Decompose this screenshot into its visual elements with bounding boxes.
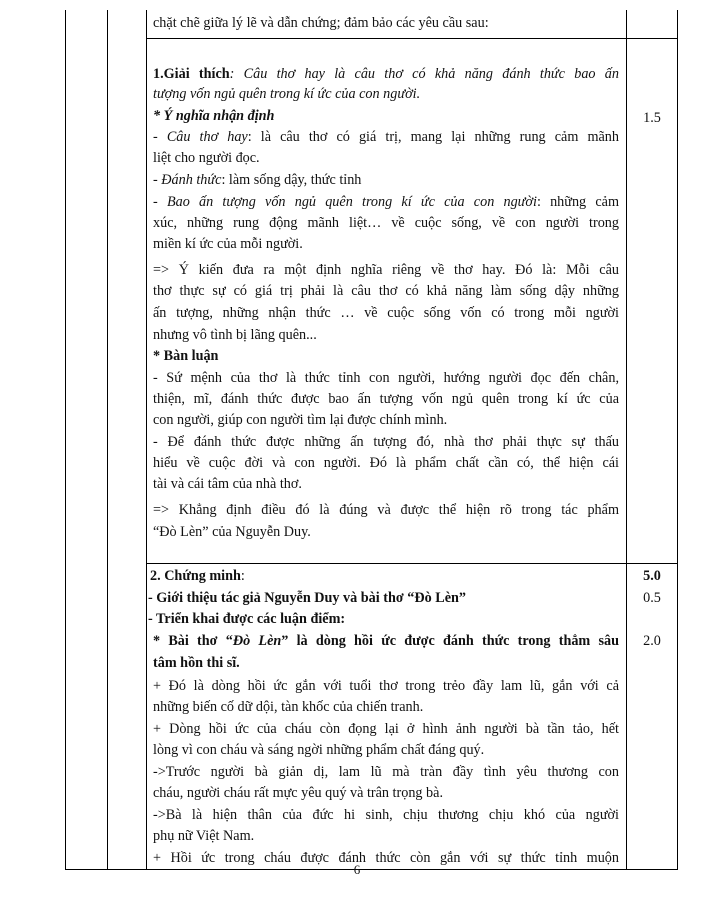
- bullet-an-tuong-cont1: xúc, những rung động mãnh liệt… về cuộc sống, về con người trong: [153, 215, 619, 231]
- affirm-line-1: => Khẳng định điều đó là đúng và được thể hiện rõ trong tác phẩm: [153, 502, 619, 518]
- point-childhood-line-1: + Đó là dòng hồi ức gắn với tuổi thơ trong trẻo đầy lam lũ, gắn với cả: [153, 678, 619, 694]
- prove-heading-bold: 2. Chứng minh: [150, 568, 241, 584]
- explain-heading-bold: 1.Giải thích: [153, 66, 230, 82]
- col-border-5: [677, 10, 678, 870]
- point-sacrifice-line-1: ->Bà là hiện thân của đức hi sinh, chịu thương chịu khó của người: [153, 807, 619, 823]
- poem-point-line-1: [153, 631, 619, 651]
- point-awakening-line-1: + Hồi ức trong cháu được đánh thức còn gắn với sự thức tỉnh muộn: [153, 850, 619, 866]
- point-childhood-line-2: những biến cố dữ dội, tàn khốc của chiến tranh.: [153, 699, 424, 715]
- affirm-line-2: “Đò Lèn” của Nguyễn Duy.: [153, 524, 311, 540]
- term-danh-thuc: Đánh thức: [161, 172, 222, 188]
- poem-point-line-2: tâm hồn thi sĩ.: [153, 655, 240, 671]
- poem-title: Đò Lèn: [232, 633, 282, 649]
- prove-heading-colon: :: [240, 568, 245, 584]
- explain-heading-text: : Câu thơ hay là câu thơ có khả năng đánh thức bao ấn: [229, 66, 619, 82]
- conclusion-line-2: thơ thực sự có giá trị phải là câu thơ có khả năng làm sống dậy những: [153, 283, 619, 299]
- point-grandma-line-1: + Dòng hồi ức của cháu còn đọng lại ở hình ảnh người bà tần tảo, hết: [153, 721, 619, 737]
- row-border-2: [146, 563, 678, 564]
- point-sacrifice-line-2: phụ nữ Việt Nam.: [153, 828, 255, 844]
- prove-heading: [150, 566, 245, 586]
- bullet-text: : những cảm: [536, 194, 619, 210]
- bullet-cau-tho-hay: [153, 127, 619, 147]
- point-love-line-1: ->Trước người bà giản dị, lam lũ mà tràn đầy tình yêu thương con: [153, 764, 619, 780]
- term-an-tuong: Bao ấn tượng vốn ngủ quên trong kí ức của con người: [166, 194, 537, 210]
- bullet-cau-tho-hay-cont: liệt cho người đọc.: [153, 150, 260, 166]
- discussion-2-line-2: hiểu về cuộc đời và con người. Đó là phẩm chất cần có, thể hiện cái: [153, 455, 619, 471]
- col-border-2: [107, 10, 108, 870]
- col-border-1: [65, 10, 66, 870]
- col-border-3: [146, 10, 147, 870]
- prove-points: - Triển khai được các luận điểm:: [148, 611, 346, 627]
- poem-point-prefix: * Bài thơ “: [153, 633, 233, 649]
- point-grandma-line-2: lòng vì con cháu và sáng ngời những phẩm chất đáng quý.: [153, 742, 485, 758]
- bullet-text: : là câu thơ có giá trị, mang lại những rung cảm mãnh: [247, 129, 619, 145]
- bullet-an-tuong: [153, 192, 619, 212]
- score-prove-poem: 2.0: [643, 633, 661, 649]
- page-number: 6: [353, 862, 361, 877]
- bullet-an-tuong-cont2: miền kí ức của mỗi người.: [153, 236, 303, 252]
- discussion-1-line-3: con người, giúp con người tìm lại được chính mình.: [153, 412, 448, 428]
- bullet-prefix: -: [153, 129, 167, 145]
- prove-intro: - Giới thiệu tác giả Nguyễn Duy và bài thơ “Đò Lèn”: [148, 590, 467, 606]
- score-prove-total: 5.0: [643, 568, 661, 584]
- sub-heading-discussion: * Bàn luận: [153, 348, 219, 364]
- discussion-1-line-2: thiện, mĩ, đánh thức được bao ấn tượng vốn ngủ quên trong kí ức của: [153, 391, 619, 407]
- sub-heading-meaning: * Ý nghĩa nhận định: [153, 108, 275, 124]
- explain-heading-cont: tượng vốn ngủ quên trong kí ức của con người.: [153, 86, 421, 102]
- conclusion-line-1: => Ý kiến đưa ra một định nghĩa riêng về thơ hay. Đó là: Mỗi câu: [153, 262, 619, 278]
- explain-heading: [153, 64, 619, 84]
- intro-line: chặt chẽ giữa lý lẽ và dẫn chứng; đảm bảo các yêu cầu sau:: [153, 15, 489, 31]
- bullet-prefix: -: [153, 194, 167, 210]
- point-love-line-2: cháu, người cháu rất mực yêu quý và trân trọng bà.: [153, 785, 443, 801]
- bullet-danh-thuc: [153, 170, 361, 190]
- discussion-2-line-3: tài và cái tâm của nhà thơ.: [153, 476, 302, 492]
- bullet-text: : làm sống dậy, thức tỉnh: [221, 172, 362, 188]
- term-cau-tho-hay: Câu thơ hay: [166, 129, 248, 145]
- conclusion-line-3: ấn tượng, những nhận thức … về cuộc sống vốn có trong mỗi người: [153, 305, 619, 321]
- bullet-prefix: -: [153, 172, 162, 188]
- score-explain: 1.5: [643, 110, 661, 126]
- score-prove-intro: 0.5: [643, 590, 661, 606]
- discussion-1-line-1: - Sứ mệnh của thơ là thức tỉnh con người, hướng người đọc đến chân,: [153, 370, 619, 386]
- poem-point-text: ” là dòng hồi ức được đánh thức trong thẳm sâu: [281, 633, 619, 649]
- discussion-2-line-1: - Để đánh thức được những ấn tượng đó, nhà thơ phải thực sự thấu: [153, 434, 619, 450]
- col-border-4: [626, 10, 627, 870]
- conclusion-line-4: nhưng vô tình bị lãng quên...: [153, 327, 317, 343]
- row-border-1: [146, 38, 678, 39]
